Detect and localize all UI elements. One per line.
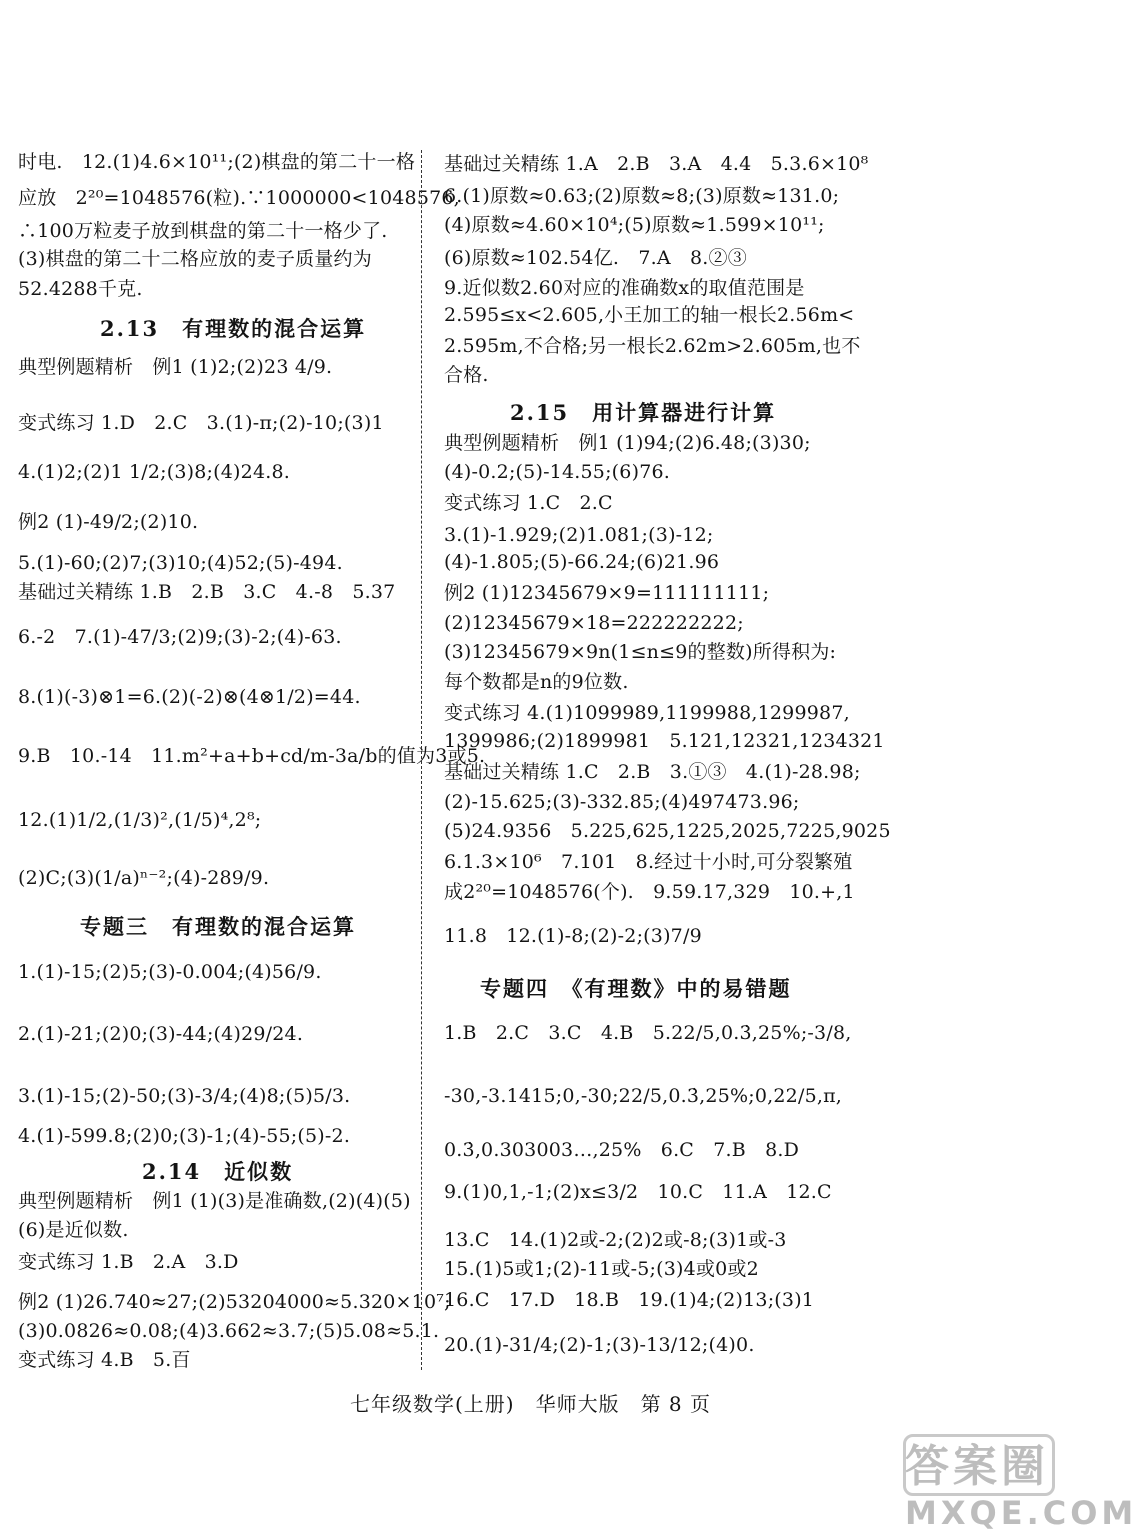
- text-line: (4)-1.805;(5)-66.24;(6)21.96: [444, 551, 720, 573]
- text-line: 9.B 10.-14 11.m²+a+b+cd/m-3a/b的值为3或5.: [18, 745, 486, 767]
- text-line: 1399986;(2)1899981 5.121,12321,1234321: [444, 730, 885, 752]
- text-line: 6.(1)原数≈0.63;(2)原数≈8;(3)原数≈131.0;: [444, 185, 840, 207]
- text-line: 1.B 2.C 3.C 4.B 5.22/5,0.3̇,25%;-3/8,: [444, 1022, 852, 1044]
- text-line: 5.(1)-60;(2)7;(3)10;(4)52;(5)-494.: [18, 552, 343, 574]
- text-line: (6)是近似数.: [18, 1219, 129, 1241]
- text-line: 例2 (1)12345679×9=111111111;: [444, 582, 770, 604]
- text-line: 应放 2²⁰=1048576(粒).∵1000000<1048576,: [18, 187, 460, 209]
- section-title-2-14: 2.14 近似数: [142, 1159, 294, 1184]
- text-line: 3.(1)-1.929;(2)1.081;(3)-12;: [444, 524, 714, 546]
- text-line: 2.595≤x<2.605,小王加工的轴一根长2.56m<: [444, 304, 855, 326]
- text-line: 6.-2 7.(1)-47/3;(2)9;(3)-2;(4)-63.: [18, 626, 342, 648]
- text-line: (2)C;(3)(1/a)ⁿ⁻²;(4)-289/9.: [18, 867, 270, 889]
- text-line: 变式练习 1.B 2.A 3.D: [18, 1251, 239, 1273]
- text-line: 例2 (1)-49/2;(2)10.: [18, 511, 199, 533]
- text-line: (6)原数≈102.54亿. 7.A 8.②③: [444, 247, 747, 269]
- text-line: (4)原数≈4.60×10⁴;(5)原数≈1.599×10¹¹;: [444, 214, 825, 236]
- text-line: 变式练习 4.B 5.百: [18, 1349, 191, 1371]
- page-footer: 七年级数学(上册) 华师大版 第 8 页: [349, 1392, 712, 1416]
- text-line: (2)-15.625;(3)-332.85;(4)497473.96;: [444, 791, 800, 813]
- text-line: (3)12345679×9n(1≤n≤9的整数)所得积为:: [444, 641, 837, 663]
- text-line: 时电. 12.(1)4.6×10¹¹;(2)棋盘的第二十一格: [18, 151, 416, 173]
- text-line: 变式练习 1.D 2.C 3.(1)-π;(2)-10;(3)1: [18, 412, 384, 434]
- text-line: 20.(1)-31/4;(2)-1;(3)-13/12;(4)0.: [444, 1334, 755, 1356]
- text-line: 典型例题精析 例1 (1)(3)是准确数,(2)(4)(5): [18, 1190, 411, 1212]
- text-line: (4)-0.2;(5)-14.55;(6)76.: [444, 461, 671, 483]
- text-line: 6.1.3×10⁶ 7.101 8.经过十小时,可分裂繁殖: [444, 851, 853, 873]
- text-line: 成2²⁰=1048576(个). 9.59.17,329 10.+,1: [444, 881, 855, 903]
- text-line: 2.(1)-21;(2)0;(3)-44;(4)29/24.: [18, 1023, 304, 1045]
- text-line: (3)0.0826≈0.08;(4)3.662≈3.7;(5)5.08≈5.1.: [18, 1320, 440, 1342]
- text-line: (3)棋盘的第二十二格应放的麦子质量约为: [18, 248, 372, 270]
- watermark-bottom-text: MXQE.COM: [905, 1494, 1137, 1532]
- section-title-topic-4: 专题四 《有理数》中的易错题: [480, 976, 792, 1001]
- watermark-top-text: 答案圈: [905, 1441, 1049, 1492]
- text-line: 2.595m,不合格;另一根长2.62m>2.605m,也不: [444, 335, 861, 357]
- text-line: 例2 (1)26.740≈27;(2)53204000≈5.320×10⁷;: [18, 1291, 451, 1313]
- text-line: (5)24.9356 5.225,625,1225,2025,7225,9025: [444, 820, 891, 842]
- text-line: 3.(1)-15;(2)-50;(3)-3/4;(4)8;(5)5/3.: [18, 1085, 351, 1107]
- text-line: 15.(1)5或1;(2)-11或-5;(3)4或0或2: [444, 1258, 759, 1280]
- text-line: 9.(1)0,1,-1;(2)x≤3/2 10.C 11.A 12.C: [444, 1181, 832, 1203]
- text-line: ∴100万粒麦子放到棋盘的第二十一格少了.: [18, 220, 388, 242]
- text-line: 16.C 17.D 18.B 19.(1)4;(2)13;(3)1: [444, 1289, 815, 1311]
- text-line: 基础过关精练 1.C 2.B 3.①③ 4.(1)-28.98;: [444, 761, 861, 783]
- text-line: 典型例题精析 例1 (1)2;(2)23 4/9.: [18, 356, 333, 378]
- text-line: 基础过关精练 1.B 2.B 3.C 4.-8 5.37: [18, 581, 396, 603]
- text-line: 11.8 12.(1)-8;(2)-2;(3)7/9: [444, 925, 702, 947]
- text-line: 每个数都是n的9位数.: [444, 671, 629, 693]
- watermark-logo: [905, 1430, 1137, 1532]
- section-title-2-13: 2.13 有理数的混合运算: [100, 316, 367, 341]
- section-title-topic-3: 专题三 有理数的混合运算: [80, 914, 356, 939]
- text-line: 8.(1)(-3)⊗1=6.(2)(-2)⊗(4⊗1/2)=44.: [18, 686, 361, 708]
- text-line: 典型例题精析 例1 (1)94;(2)6.48;(3)30;: [444, 432, 811, 454]
- text-line: 1.(1)-15;(2)5;(3)-0.004;(4)56/9.: [18, 961, 322, 983]
- text-line: 基础过关精练 1.A 2.B 3.A 4.4 5.3.6×10⁸: [444, 153, 869, 175]
- section-title-2-15: 2.15 用计算器进行计算: [510, 400, 777, 425]
- text-line: 0.3̇,0.303003…,25% 6.C 7.B 8.D: [444, 1139, 800, 1161]
- text-line: 13.C 14.(1)2或-2;(2)2或-8;(3)1或-3: [444, 1229, 787, 1251]
- text-line: (2)12345679×18=222222222;: [444, 612, 744, 634]
- text-line: 52.4288千克.: [18, 278, 143, 300]
- text-line: 4.(1)2;(2)1 1/2;(3)8;(4)24.8.: [18, 461, 291, 483]
- text-line: 合格.: [444, 364, 489, 386]
- text-line: 9.近似数2.60对应的准确数x的取值范围是: [444, 277, 805, 299]
- text-line: 4.(1)-599.8;(2)0;(3)-1;(4)-55;(5)-2.: [18, 1125, 351, 1147]
- text-line: 变式练习 4.(1)1099989,1199988,1299987,: [444, 702, 850, 724]
- column-divider: [421, 150, 422, 1370]
- text-line: 变式练习 1.C 2.C: [444, 492, 613, 514]
- text-line: 12.(1)1/2,(1/3)²,(1/5)⁴,2⁸;: [18, 809, 262, 831]
- text-line: -30,-3.1415;0,-30;22/5,0.3̇,25%;0,22/5,π,: [444, 1085, 843, 1107]
